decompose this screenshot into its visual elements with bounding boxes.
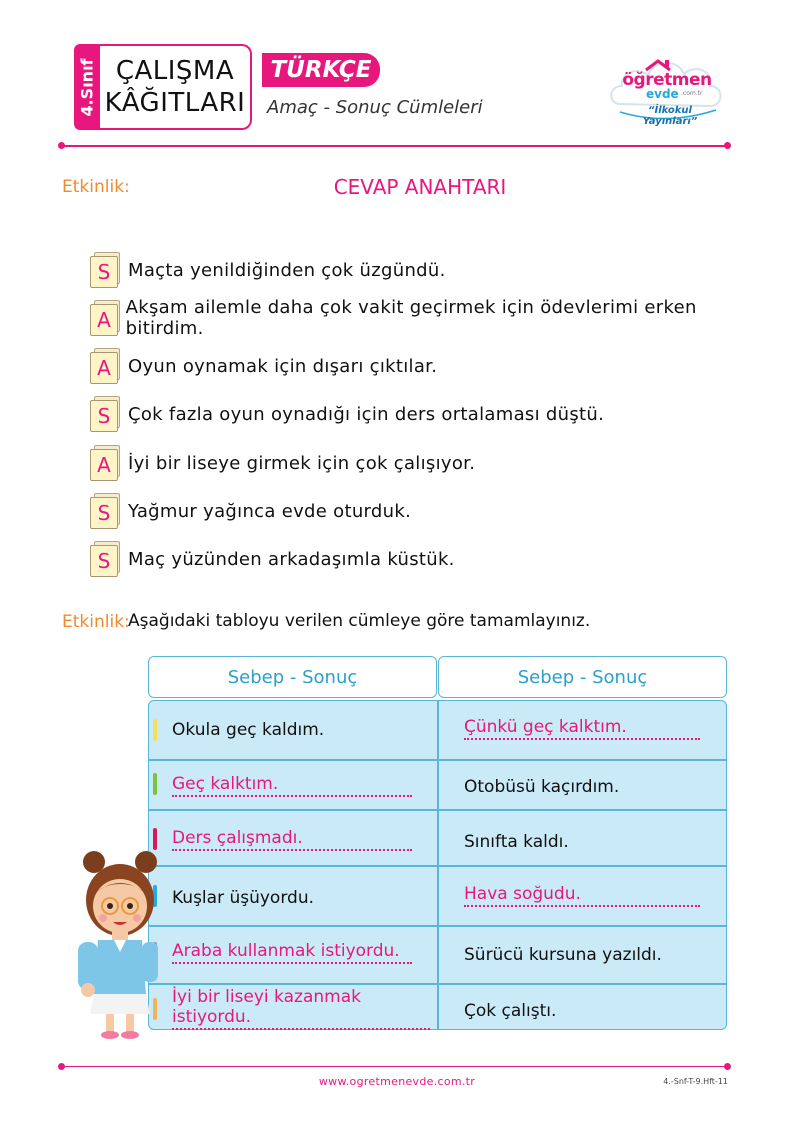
answer-card: S — [90, 254, 120, 286]
title-line-1: ÇALIŞMA — [115, 56, 235, 86]
sentence-text: Akşam ailemle daha çok vakit geçirmek için ödevlerimi erken bitirdim. — [125, 297, 697, 339]
answer-cell: İyi bir liseyi kazanmak istiyordu. — [172, 993, 430, 1023]
publisher-logo — [606, 48, 728, 128]
answer-card: A — [90, 350, 120, 382]
title-line-2: KÂĞITLARI — [104, 88, 246, 118]
answer-key-title: CEVAP ANAHTARI — [333, 175, 507, 199]
sentence-text: Oyun oynamak için dışarı çıktılar. — [128, 355, 438, 377]
sentence-item — [90, 297, 730, 339]
table-cell: Sürücü kursuna yazıldı. — [464, 945, 662, 965]
answer-card: S — [90, 398, 120, 430]
answer-card: S — [90, 495, 120, 527]
activity-instruction: Aşağıdaki tabloyu verilen cümleye göre tamamlayınız. — [128, 611, 591, 631]
table-cell: Çok çalıştı. — [464, 1001, 557, 1021]
subject-badge: TÜRKÇE — [262, 53, 380, 87]
table-row-divider — [148, 925, 727, 927]
table-cell: Sınıfta kaldı. — [464, 832, 569, 852]
row-marker — [153, 828, 157, 850]
answer-card: S — [90, 543, 120, 575]
topic-title: Amaç - Sonuç Cümleleri — [267, 97, 483, 118]
divider-dot-right — [724, 1063, 731, 1070]
grade-label: 4.Sınıf — [77, 57, 97, 117]
divider-dot-right — [724, 142, 731, 149]
footer-website: www.ogretmenevde.com.tr — [318, 1075, 476, 1088]
page-code: 4.-Snf-T-9.Hft-11 — [663, 1077, 728, 1086]
sentence-item — [90, 446, 730, 480]
sentence-text: Maçta yenildiğinden çok üzgündü. — [128, 259, 446, 281]
answer-cell: Çünkü geç kalktım. — [464, 713, 700, 743]
sentence-text: Yağmur yağınca evde oturduk. — [128, 500, 412, 522]
answer-cell: Araba kullanmak istiyordu. — [172, 937, 412, 967]
answer-cell: Ders çalışmadı. — [172, 824, 412, 854]
logo-text: öğretmen — [622, 70, 712, 90]
title-box — [100, 44, 252, 130]
girl-icon — [70, 848, 170, 1040]
answer-cell: Hava soğudu. — [464, 880, 700, 910]
table-row-divider — [148, 759, 727, 761]
sentence-item — [90, 542, 730, 576]
activity-label: Etkinlik: — [62, 177, 130, 197]
logo-sub: evde — [646, 87, 679, 101]
sentence-item — [90, 349, 730, 383]
activity-label: Etkinlik: — [62, 612, 130, 632]
row-marker — [153, 719, 157, 741]
logo-slogan: “İlkokul Yayınları” — [642, 105, 698, 127]
sentence-text: İyi bir liseye girmek için çok çalışıyor. — [128, 452, 476, 474]
divider-dot-left — [58, 1063, 65, 1070]
row-marker — [153, 773, 157, 795]
sentence-item — [90, 494, 730, 528]
table-row-divider — [148, 983, 727, 985]
sentence-item — [90, 253, 730, 287]
logo-domain: .com.tr — [681, 90, 703, 97]
sentence-text: Çok fazla oyun oynadığı için ders ortalaması düştü. — [128, 403, 605, 425]
sentence-text: Maç yüzünden arkadaşımla küstük. — [128, 548, 455, 570]
footer-divider — [62, 1066, 728, 1067]
table-row-divider — [148, 865, 727, 867]
table-cell: Kuşlar üşüyordu. — [172, 888, 314, 908]
sentence-item — [90, 397, 730, 431]
answer-card: A — [90, 302, 118, 334]
table-row-divider — [148, 809, 727, 811]
table-header-left: Sebep - Sonuç — [148, 656, 437, 698]
table-header-right: Sebep - Sonuç — [438, 656, 727, 698]
header-divider — [62, 145, 728, 147]
divider-dot-left — [58, 142, 65, 149]
table-cell: Okula geç kaldım. — [172, 720, 325, 740]
answer-cell: Geç kalktım. — [172, 770, 412, 800]
table-cell: Otobüsü kaçırdım. — [464, 777, 620, 797]
girl-illustration — [70, 848, 170, 1040]
answer-card: A — [90, 447, 120, 479]
